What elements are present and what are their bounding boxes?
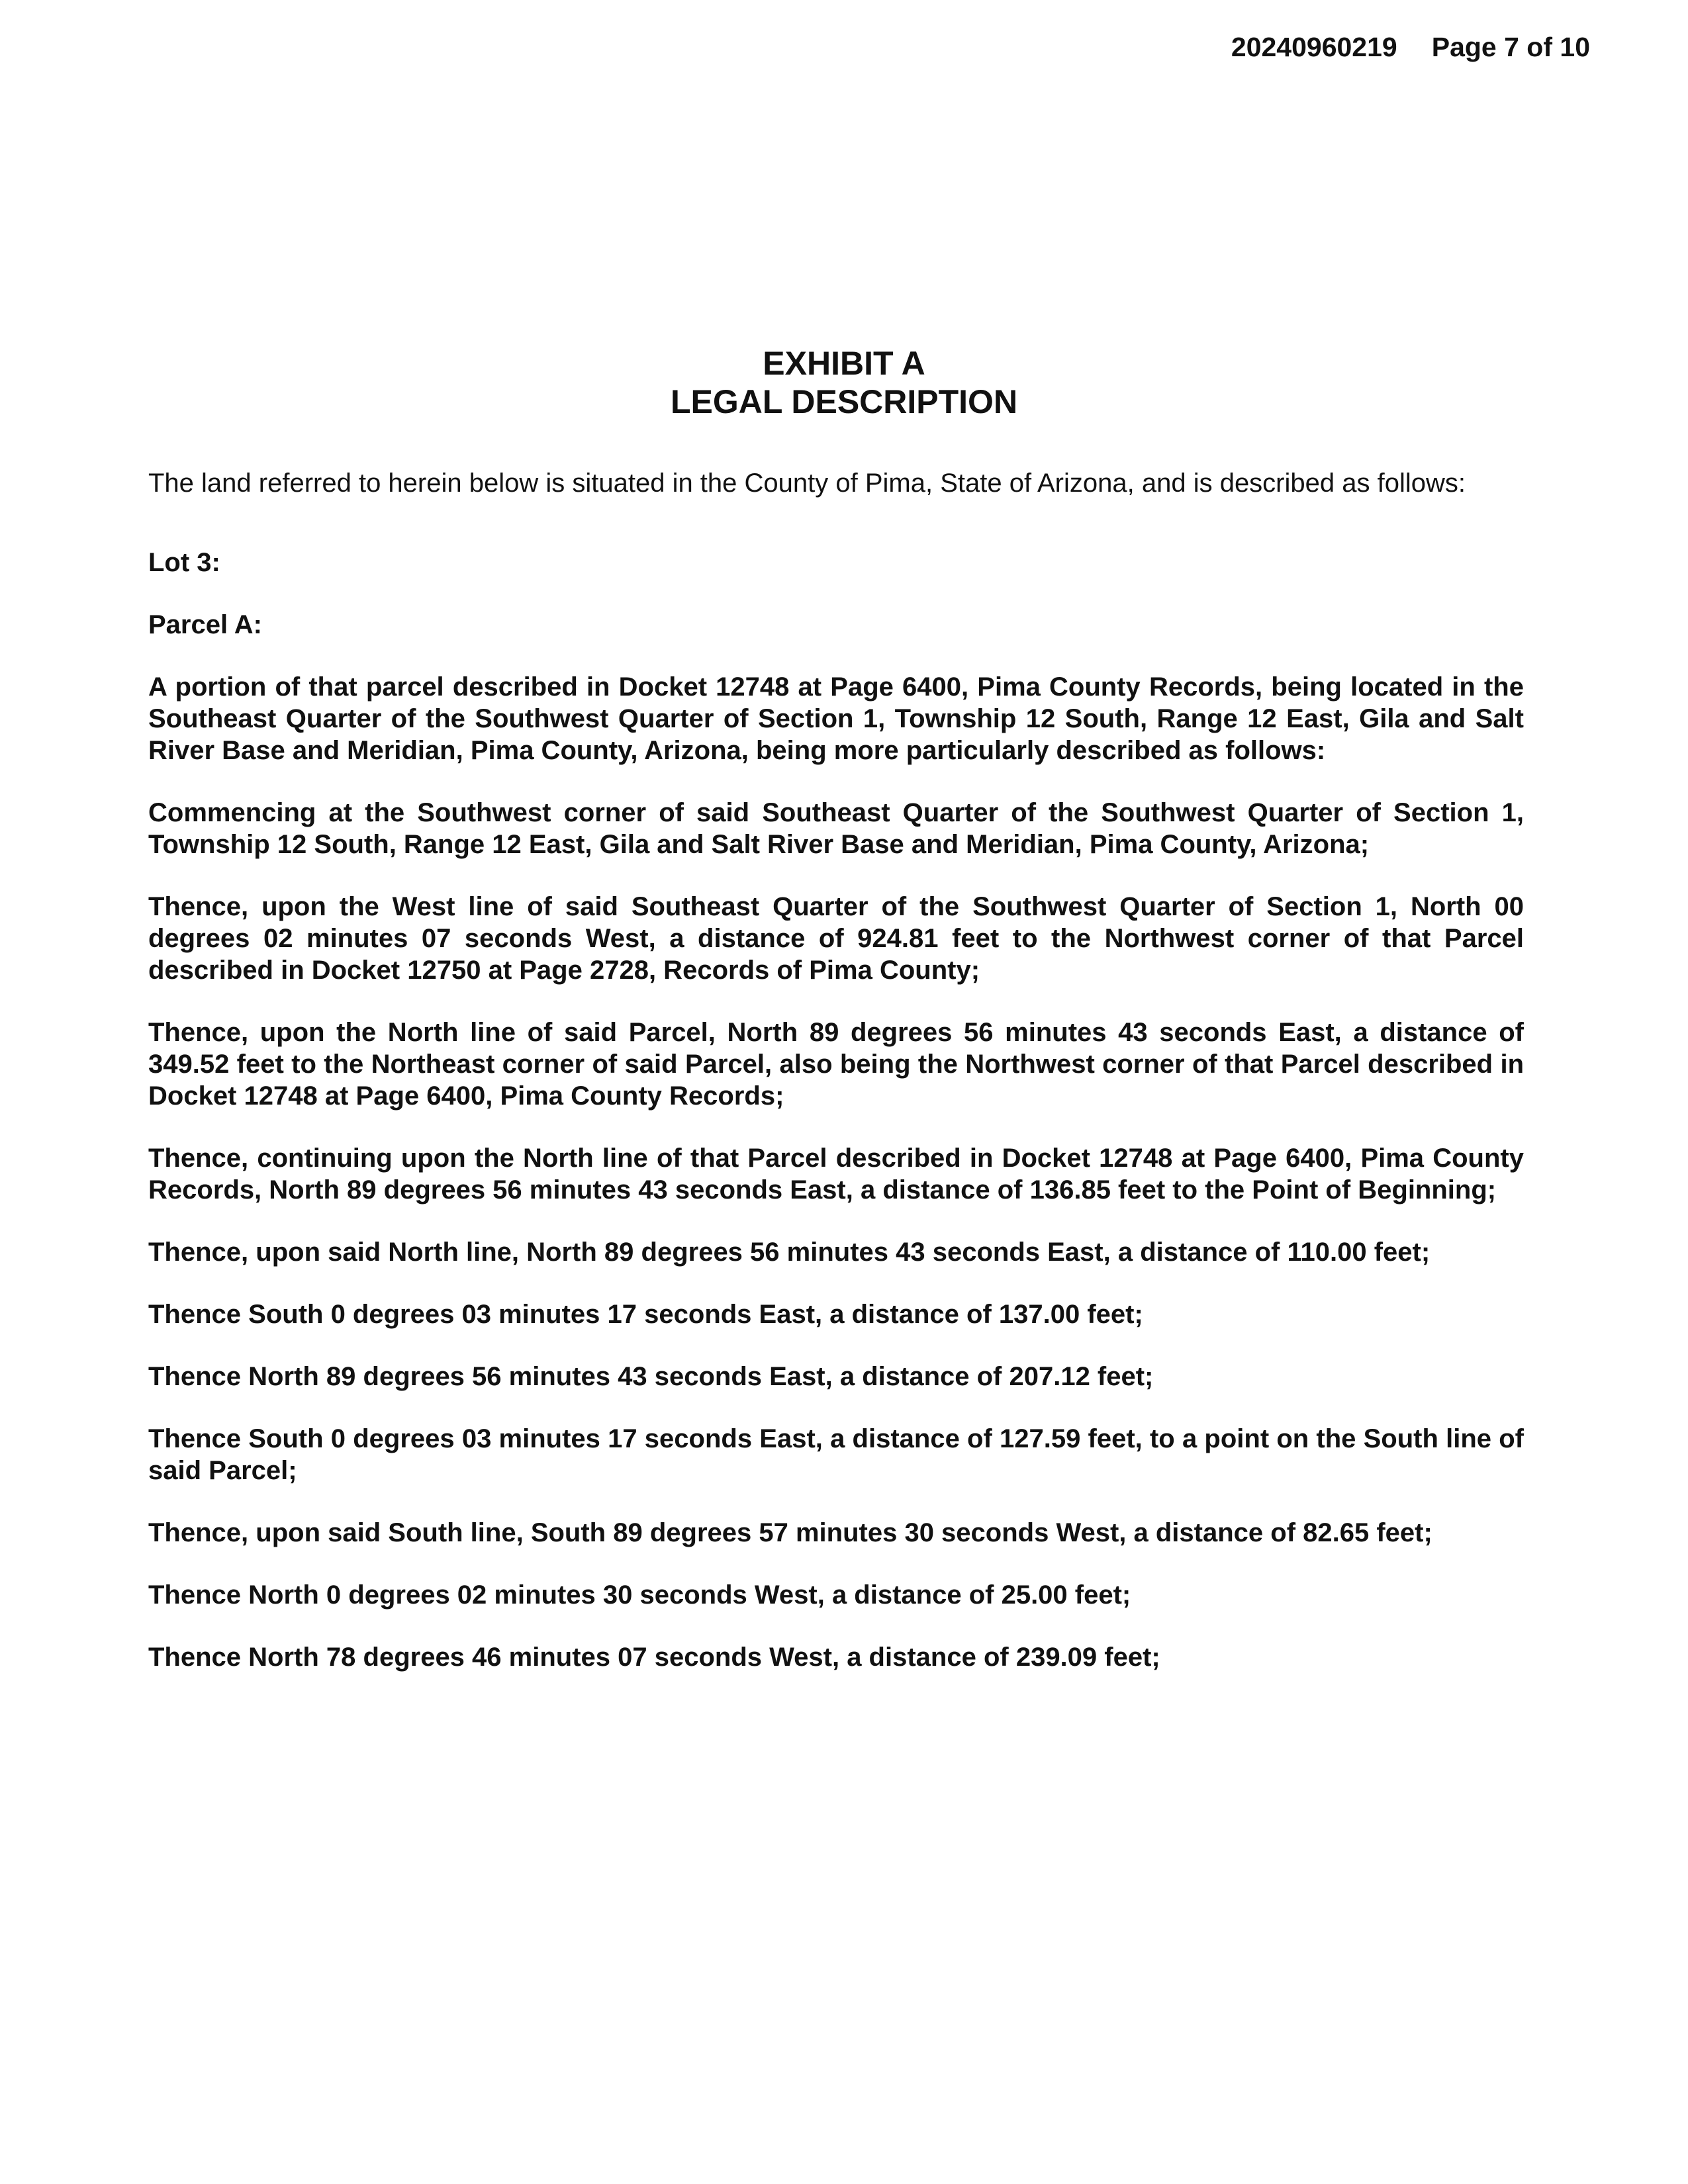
lot-label: Lot 3: xyxy=(148,548,220,577)
page-header xyxy=(1231,32,1590,63)
description-paragraph: Commencing at the Southwest corner of said Southeast Quarter of the Southwest Quarter of Section 1, Township 12 South, Range 12 East, Gila and Salt River Base and Meridian, Pima County, Arizona; xyxy=(148,798,1524,859)
description-paragraph: Thence, continuing upon the North line of that Parcel described in Docket 12748 at Page 6400, Pima County Records, North 89 degrees 56 minutes 43 seconds East, a distance of 136.85 feet to the Point of Beginning; xyxy=(148,1144,1524,1205)
description-paragraph: A portion of that parcel described in Docket 12748 at Page 6400, Pima County Records, being located in the Southeast Quarter of the Southwest Quarter of Section 1, Township 12 South, Range 12 East, Gila and Salt River Base and Meridian, Pima County, Arizona, being more particularly described as follows: xyxy=(148,672,1524,765)
legal-description-body xyxy=(148,467,1524,1704)
description-paragraph: Thence North 89 degrees 56 minutes 43 seconds East, a distance of 207.12 feet; xyxy=(148,1362,1154,1391)
parcel-label: Parcel A: xyxy=(148,610,262,639)
description-paragraph: Thence, upon the West line of said Southeast Quarter of the Southwest Quarter of Section 1, North 00 degrees 02 minutes 07 seconds West, a distance of 924.81 feet to the Northwest corner of that Parcel described in Docket 12750 at Page 2728, Records of Pima County; xyxy=(148,892,1524,985)
description-paragraph: Thence North 0 degrees 02 minutes 30 seconds West, a distance of 25.00 feet; xyxy=(148,1580,1131,1610)
description-paragraph: Thence, upon said North line, North 89 degrees 56 minutes 43 seconds East, a distance of 110.00 feet; xyxy=(148,1238,1430,1267)
exhibit-title-block xyxy=(0,344,1688,421)
page-number: Page 7 of 10 xyxy=(1431,32,1590,62)
description-paragraph: Thence South 0 degrees 03 minutes 17 seconds East, a distance of 137.00 feet; xyxy=(148,1300,1143,1329)
exhibit-subtitle: LEGAL DESCRIPTION xyxy=(670,383,1018,420)
document-number: 20240960219 xyxy=(1231,32,1397,62)
description-paragraph: Thence North 78 degrees 46 minutes 07 seconds West, a distance of 239.09 feet; xyxy=(148,1643,1160,1672)
description-paragraph: Thence, upon the North line of said Parcel, North 89 degrees 56 minutes 43 seconds East, a distance of 349.52 feet to the Northeast corner of said Parcel, also being the Northwest corner of that Parcel described in Docket 12748 at Page 6400, Pima County Records; xyxy=(148,1018,1524,1111)
intro-text: The land referred to herein below is situated in the County of Pima, State of Arizona, and is described as follows: xyxy=(148,469,1466,498)
description-paragraph: Thence South 0 degrees 03 minutes 17 seconds East, a distance of 127.59 feet, to a point on the South line of said Parcel; xyxy=(148,1424,1524,1485)
exhibit-title: EXHIBIT A xyxy=(763,345,925,382)
description-paragraph: Thence, upon said South line, South 89 degrees 57 minutes 30 seconds West, a distance of 82.65 feet; xyxy=(148,1518,1432,1547)
